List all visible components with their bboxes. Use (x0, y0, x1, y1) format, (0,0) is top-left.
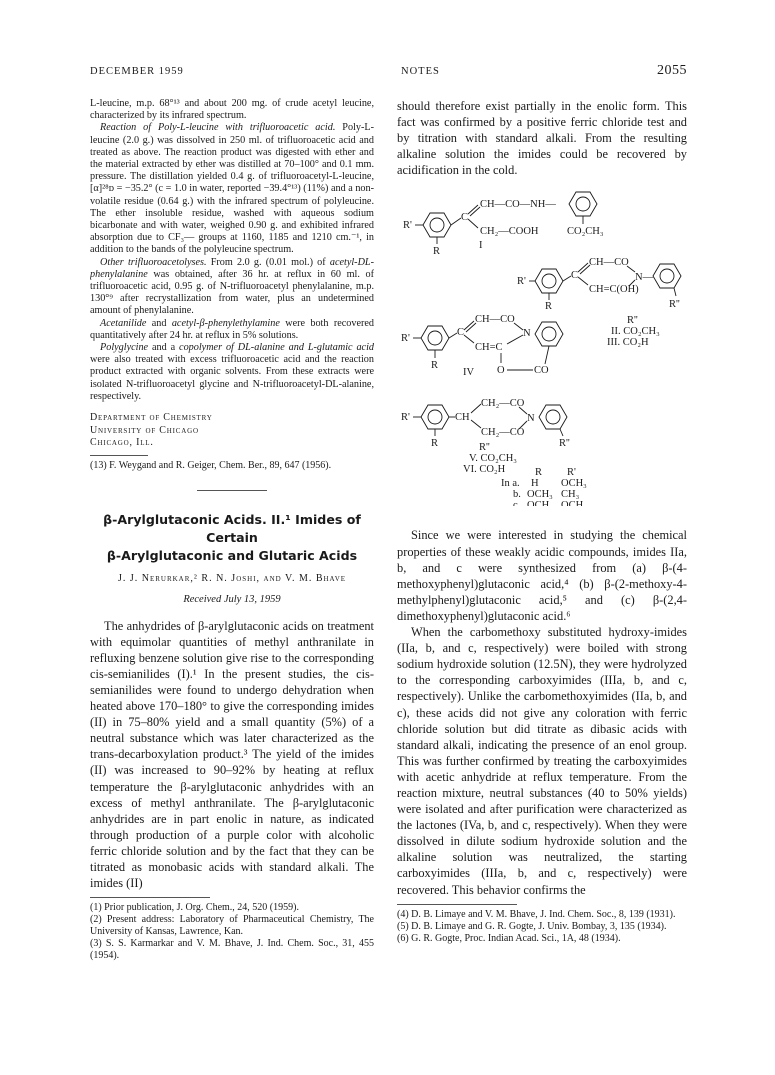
footnote: (3) S. S. Karmarkar and V. M. Bhave, J. Ind. Chem. Soc., 31, 455 (1954). (90, 938, 374, 962)
footnote: (2) Present address: Laboratory of Pharmaceutical Chemistry, The University of Kansas, Lawrence, Kan. (90, 914, 374, 938)
substituent-label: R' (517, 276, 526, 288)
paragraph-text: and (146, 317, 172, 329)
paragraph-text: were both recovered quantitatively after 24 hr. at reflux in 5% solutions. (90, 317, 374, 341)
benzene-ring (421, 326, 449, 350)
aromatic-circle (546, 410, 560, 424)
paragraph: L-leucine, m.p. 68°¹³ and about 200 mg. of crude acetyl leucine, characterized by its infrared spectrum. (90, 98, 374, 122)
atom-label: CO (534, 365, 549, 377)
article-title-line1: β-Arylglutaconic Acids. II.¹ Imides of Certain (103, 511, 361, 545)
atom-label: N (527, 413, 535, 425)
table-cell: OCH₃ (561, 478, 587, 490)
ring-label: CH—CO (475, 314, 515, 326)
legend-II-III (607, 315, 660, 348)
affiliation-department: Department of Chemistry (90, 412, 213, 424)
substituent-label: R' (401, 412, 410, 424)
paragraph-text: was obtained, after 36 hr. at reflux in 60 ml. of trifluoroacetic acid, 0.95 g. of N-trifluoroacetyl phenylalanine, m.p. 130°⁹ after recrystallization from water, plus an undetermined amount of phenylalanine. (90, 268, 374, 317)
chain-label: CH—CO—NH— (480, 199, 556, 211)
paragraph: Since we were interested in studying the chemical properties of these weakly acidic compounds, imides IIa, b, and c were synthesized from (a) β-(4-methoxyphenyl)glutaconic acid,⁴ (b) β-(2-methoxy-4-methylphenyl)glutaconic acid,⁵ and (c) β-(2,4-dimethoxyphenyl)glutaconic acid.⁶ (397, 528, 687, 623)
footnote-divider (397, 904, 517, 905)
chain-label: CH₂—COOH (480, 226, 539, 238)
header-date: DECEMBER 1959 (90, 66, 184, 77)
compound-name: Polyglycine (100, 342, 149, 354)
atom-label: O (497, 365, 505, 377)
footnote-divider (90, 455, 148, 456)
legend-row: V. CO₂CH₃ (469, 453, 517, 465)
footnote: (1) Prior publication, J. Org. Chem., 24, 520 (1959). (90, 902, 299, 914)
compound-name: acetyl-DL-phenylalanine (90, 256, 374, 280)
article-body-left (90, 618, 374, 892)
legend-V-VI (463, 442, 517, 475)
substituent-label: R (433, 246, 441, 258)
table-cell: c. (513, 500, 521, 507)
aromatic-circle (430, 218, 444, 232)
atom-label: CH (455, 412, 470, 424)
benzene-ring (535, 322, 563, 346)
paragraph (90, 342, 374, 403)
paragraph: should therefore exist partially in the enolic form. This fact was confirmed by a positive ferric chloride test and by titration with standard alkali. From the resulting alkaline solution the imides could be recovered by acidification in the cold. (397, 99, 687, 178)
legend-header: R'' (627, 315, 638, 327)
table-cell: OCH₃ (527, 500, 553, 507)
right-column (397, 98, 687, 1043)
aromatic-circle (660, 269, 674, 283)
affiliation-university: University of Chicago (90, 424, 199, 436)
substituent-table (501, 467, 587, 506)
substituent-label: R (545, 301, 553, 313)
footnote: (13) F. Weygand and R. Geiger, Chem. Ber., 89, 647 (1956). (90, 459, 332, 471)
legend-header: R'' (479, 442, 490, 454)
benzene-ring (539, 405, 567, 429)
page-header (90, 63, 687, 82)
substituent-label: CO₂CH₃ (567, 226, 604, 238)
structure-II (517, 257, 681, 312)
substituent-label: R' (401, 333, 410, 345)
substituent-label: R'' (559, 438, 570, 450)
table-cell: H (531, 478, 539, 490)
compound-label: IV (463, 367, 475, 379)
legend-row: VI. CO₂H (463, 464, 506, 476)
table-cell: CH₃ (561, 489, 580, 501)
structure-I (403, 192, 604, 257)
article-authors: J. J. Nerurkar,² R. N. Joshi, and V. M. Bhave (117, 572, 347, 584)
paragraph: When the carbomethoxy substituted hydroxy-imides (IIa, b, and c, respectively) were boiled with strong sodium hydroxide solution (12.5N), they were hydrolyzed to the corresponding carboxyimides (IIIa, b, and c, respectively). Unlike the carbomethoxyimides (IIa, b, and c), these acids did not give any coloration with ferric chloride solution but did titrate as dibasic acids with standard alkali, indicating the presence of an enol group. This was further confirmed by treating the carboxyimides with acetic anhydride at reflux temperature. From the reaction mixture, neutral substances (40 to 50% yields) were isolated and after purification were characterized as the lactones (IVa, b, and c, respectively). When they were dissolved in dilute sodium hydroxide solution and the alkaline solution was neutralized, the starting carboxyimides (IIIa, b, and c, respectively) were recovered. This behavior confirms the (397, 625, 687, 897)
ring-label: CH₂—CO (481, 427, 525, 439)
aromatic-circle (542, 274, 556, 288)
substituent-label: R'' (669, 299, 680, 311)
paragraph (90, 318, 374, 342)
aromatic-circle (576, 197, 590, 211)
paragraph-text: were also treated with excess trifluoroacetic acid and the reaction product extracted with organic solvents. From these extracts were isolated N-trifluoroacetyl glycine and N-trifluoroacetyl-DL-alanine, respectively. (90, 354, 374, 402)
paragraph: The anhydrides of β-arylglutaconic acids on treatment with equimolar quantities of methyl anthranilate in refluxing benzene solution give rise to the corresponding cis-semianilides (I).¹ In the present studies, the cis-semianilides were found to undergo dehydration when heated above 170–180° to give the corresponding imides (II) in 75–80% yield and a small quantity (5%) of a neutral substance which was later characterized as the trans-decarboxylation product.³ The yield of the imides (II) was increased to 90–92% by heating at reflux temperature the β-arylglutaconic anhydrides with an excess of methyl anthranilate. The β-arylglutaconic anhydrides are in part enolic in nature, as indicated through production of a purple color with alcoholic ferric chloride solution and by the fact that they can be titrated as monobasic acids with standard alkali. The imides (II) (90, 618, 374, 891)
benzene-ring (421, 405, 449, 429)
paragraph (90, 122, 374, 256)
chemical-structures-figure (397, 178, 687, 506)
ring-label: CH—CO (589, 257, 629, 269)
structure-IV (401, 314, 563, 378)
paragraph-text: Poly-L-leucine (2.0 g.) was dissolved in 250 ml. of trifluoroacetic acid and treated as above. The reaction product was digested with ether and the material extracted by ether was distilled at 70–100° and 0.1 mm. pressure. The distillation yielded 0.4 g. of trifluoroacetyl-L-leucine, [α]²⁸ᴅ = −35.2° (c = 1.0 in water, reported −39.4°¹³) (11%) and a non-volatile residue (0.64 g.) with the infrared spectrum of polyleucine. The ether insoluble residue, washed with aqueous sodium bicarbonate and with water, weighed 0.90 g. and exhibited infrared absorption due to CF₃— groups at 1160, 1185 and 1210 cm.⁻¹, in addition to the bands of the polyleucine spectrum. (90, 122, 374, 256)
footnote: (4) D. B. Limaye and V. M. Bhave, J. Ind. Chem. Soc., 8, 139 (1931). (397, 908, 676, 920)
benzene-ring (569, 192, 597, 216)
footnote: (6) G. R. Gogte, Proc. Indian Acad. Sci., 1A, 48 (1934). (397, 932, 621, 944)
compound-name: copolymer of DL-alanine and L-glutamic acid (179, 342, 374, 354)
benzene-ring (423, 213, 451, 237)
table-header: R (535, 467, 543, 479)
legend-row: II. CO₂CH₃ (611, 326, 660, 338)
left-column (90, 98, 374, 1043)
compound-label: I (479, 240, 483, 252)
legend-row: III. CO₂H (607, 337, 649, 349)
atom-label: N (523, 328, 531, 340)
table-cell: In a. (501, 478, 520, 490)
previous-article-tail (90, 98, 374, 403)
paragraph-text: and a (148, 342, 180, 354)
right-top-text (397, 98, 687, 178)
footnote-divider (90, 897, 210, 898)
aromatic-circle (542, 327, 556, 341)
page-number: 2055 (657, 63, 687, 78)
affiliation-city: Chicago, Ill. (90, 437, 154, 449)
substituent-label: R' (403, 220, 412, 232)
atom-label: C (571, 270, 579, 282)
atom-label: C (457, 327, 465, 339)
header-section: NOTES (401, 66, 440, 77)
received-date: Received July 13, 1959 (183, 593, 281, 605)
paragraph (90, 257, 374, 318)
table-header: R' (567, 467, 576, 479)
atom-label: C (461, 212, 469, 224)
paragraph-heading: Other trifluoroacetolyses. (100, 256, 207, 268)
substituent-label: R (431, 360, 439, 372)
substituent-label: R (431, 438, 439, 450)
table-cell: OCH₃ (561, 500, 587, 507)
compound-name: Acetanilide (100, 317, 147, 329)
affiliation (90, 412, 374, 450)
table-cell: b. (513, 489, 521, 501)
atom-label: N— (635, 272, 654, 284)
paragraph-text: From 2.0 g. (0.01 mol.) of (206, 256, 330, 268)
article-body-right (397, 527, 687, 897)
article-divider (197, 490, 267, 491)
ring-label: CH₂—CO (481, 398, 525, 410)
compound-name: acetyl-β-phenylethylamine (171, 317, 280, 329)
benzene-ring (653, 264, 681, 288)
aromatic-circle (428, 410, 442, 424)
footnote: (5) D. B. Limaye and G. R. Gogte, J. Univ. Bombay, 3, 135 (1934). (397, 920, 667, 932)
paragraph-heading: Reaction of Poly-L-leucine with trifluoroacetic acid. (100, 122, 336, 134)
ring-label: CH=C (475, 342, 503, 354)
benzene-ring (535, 269, 563, 293)
aromatic-circle (428, 331, 442, 345)
ring-label: CH=C(OH) (589, 284, 639, 296)
table-cell: OCH₃ (527, 489, 553, 501)
article-title-line2: β-Arylglutaconic and Glutaric Acids (106, 547, 358, 563)
